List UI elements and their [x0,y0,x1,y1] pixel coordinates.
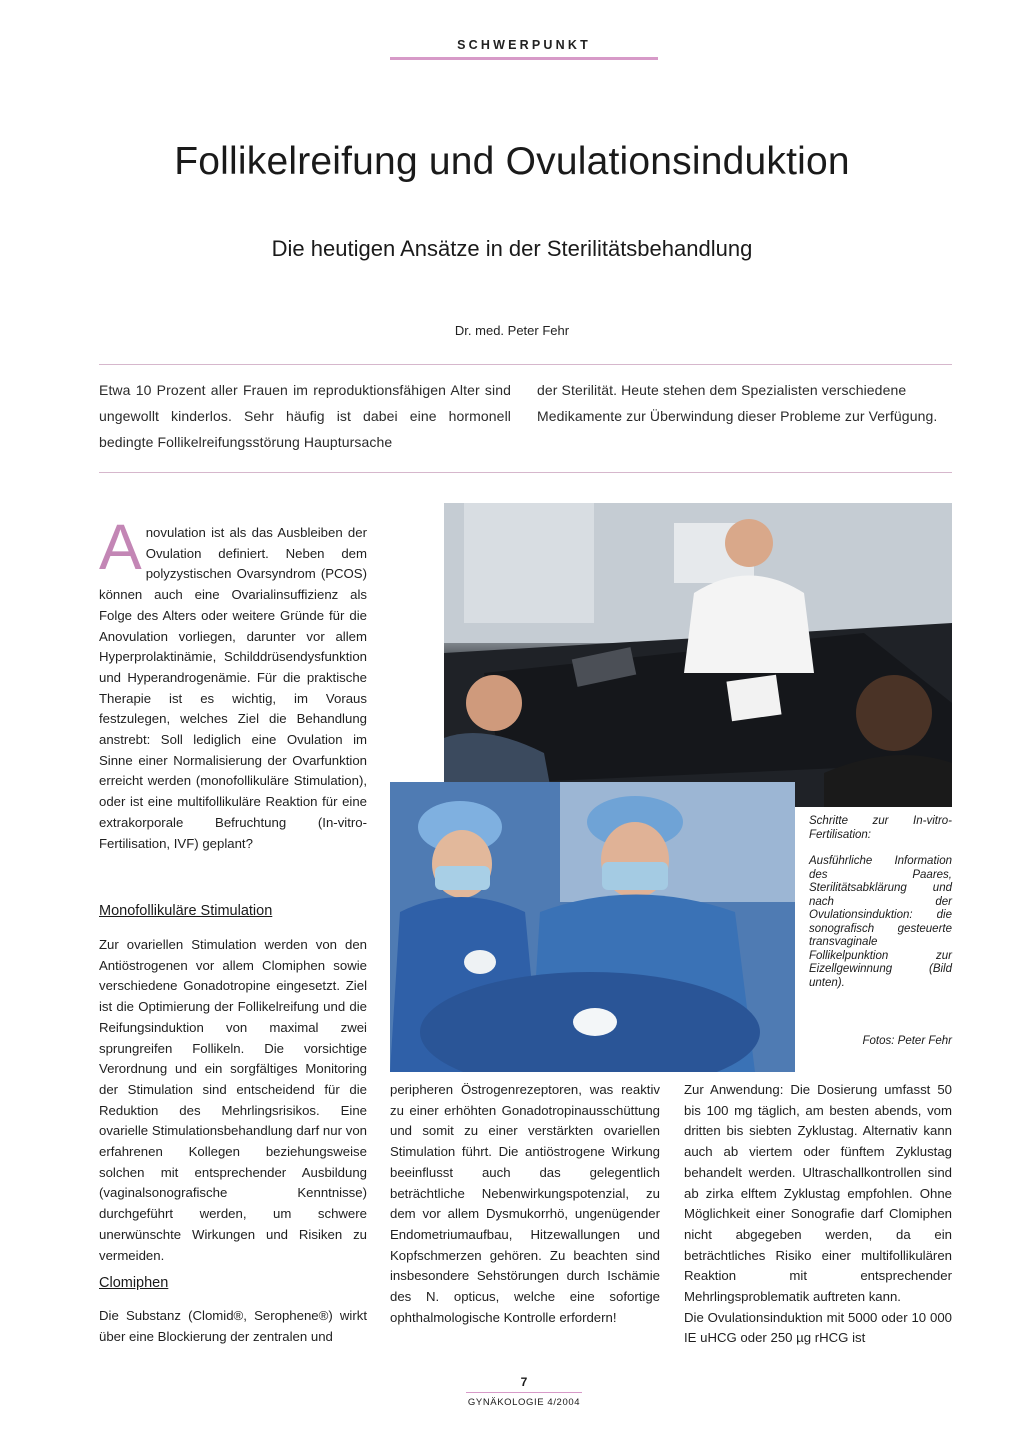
caption-title: Schritte zur In-vitro-Fertilisation: [809,815,952,841]
column-3-paragraph-b: Die Ovulationsinduktion mit 5000 oder 10 000 IE uHCG oder 250 µg rHCG ist [684,1309,952,1346]
consultation-photo [444,503,952,807]
column-3-text [684,1080,952,1349]
section-text-monofollicular: Zur ovariellen Stimulation werden von den Antiöstrogenen vor allem Clomiphen sowie verschiedene Gonadotropine eingesetzt. Ziel ist die Optimierung der Follikelreifung und die Reifungsinduktion von maximal zwei sprungreifen Follikeln. Die vorsichtige Verordnung und ein sorgfältiges Monitoring der Stimulation sind entscheidend für die Reduktion des Mehrlingsrisikos. Eine ovarielle Stimulationsbehandlung darf nur von erfahrenen Kollegen beziehungsweise solchen mit entsprechender Ausbildung (vaginalsonografische Kenntnisse) durchgeführt werden, um schwere unerwünschte Wirkungen und Risiken zu vermeiden. [99,937,367,1263]
column-2-text: peripheren Östrogenrezeptoren, was reaktiv zu einer erhöhten Gonadotropinausschüttung und somit zu einer verstärkten ovariellen Stimulation führt. Die antiöstrogene Wirkung beeinflusst auch das gelegentlich beträchtliche Nebenwirkungspotenzial, zu dem vor allem Dysmukorrhö, ungenügender Endometriumaufbau, Hitzewallungen und Kopfschmerzen gehören. Zu beachten sind insbesondere Sehstörungen durch Ischämie des N. opticus, welche eine sofortige ophthalmologische Kontrolle erfordern! [390,1082,660,1325]
article-subtitle: Die heutigen Ansätze in der Sterilitätsbehandlung [271,236,753,261]
figure-caption [809,815,952,1003]
surgery-photo-illustration [390,782,795,1072]
lead-paragraph-right: der Sterilität. Heute stehen dem Spezialisten verschiedene Medikamente zur Überwindung dieser Probleme zur Verfügung. [537,382,938,424]
lead-bottom-rule [99,472,952,473]
surgery-photo [390,782,795,1072]
section-heading-clomiphen: Clomiphen [99,1275,169,1291]
page-number: 7 [520,1375,528,1389]
intro-paragraph [99,511,367,854]
section-label: SCHWERPUNKT [457,38,591,52]
footer-divider [466,1392,582,1393]
lead-paragraph-left: Etwa 10 Prozent aller Frauen im reproduktionsfähigen Alter sind ungewollt kinderlos. Sehr häufig ist dabei eine hormonell bedingte Follikelreifungsstörung Hauptursache [99,382,511,450]
author-byline: Dr. med. Peter Fehr [454,323,570,338]
article-title: Follikelreifung und Ovulationsinduktion [174,140,850,183]
intro-text: novulation ist als das Ausbleiben der Ovulation definiert. Neben dem polyzystischen Ovarsyndrom (PCOS) können auch eine Ovarialinsuffizienz als Folge des Alters oder weitere Gründe für die Anovulation vorliegen, darunter vor allem Hyperprolaktinämie, Schilddrüsendysfunktion und Hyperandrogenämie. Für die praktische Therapie ist es wichtig, im Voraus festzulegen, welches Ziel die Behandlung anstrebt: Soll lediglich eine Ovulation im Sinne einer Normalisierung der Ovarfunktion erreicht werden (monofollikuläre Stimulation), oder ist eine multifollikuläre Reaktion für eine extrakorporale Befruchtung (In-vitro-Fertilisation, IVF) geplant? [99,525,367,851]
caption-body: Ausführliche Information des Paares, Sterilitätsabklärung und nach der Ovulationsinduktion: die sonografisch gesteuerte transvaginale Follikelpunktion zur Eizellgewinnung (Bild unten). [809,855,952,989]
section-text-clomiphen: Die Substanz (Clomid®, Serophene®) wirkt über eine Blockierung der zentralen und [99,1308,367,1344]
lead-top-rule [99,364,952,365]
drop-cap: A [99,511,142,583]
section-heading-monofollicular: Monofollikuläre Stimulation [99,903,273,919]
consultation-photo-illustration [444,503,952,807]
journal-issue: GYNÄKOLOGIE 4/2004 [467,1397,581,1408]
column-3-paragraph-a: Zur Anwendung: Die Dosierung umfasst 50 bis 100 mg täglich, am besten abends, vom dritten bis siebten Zyklustag. Alternativ kann auch ab viertem oder fünftem Zyklustag behandelt werden. Ultraschallkontrollen sind ab zirka elftem Zyklustag empfohlen. Ohne Möglichkeit einer Sonografie darf Clomiphen nicht abgegeben werden, da ein beträchtliches Risiko einer multifollikulären Reaktion mit entsprechender Mehrlingsproblematik auftreten kann. [684,1082,952,1305]
photo-credit: Fotos: Peter Fehr [862,1035,952,1047]
section-divider [390,57,658,60]
